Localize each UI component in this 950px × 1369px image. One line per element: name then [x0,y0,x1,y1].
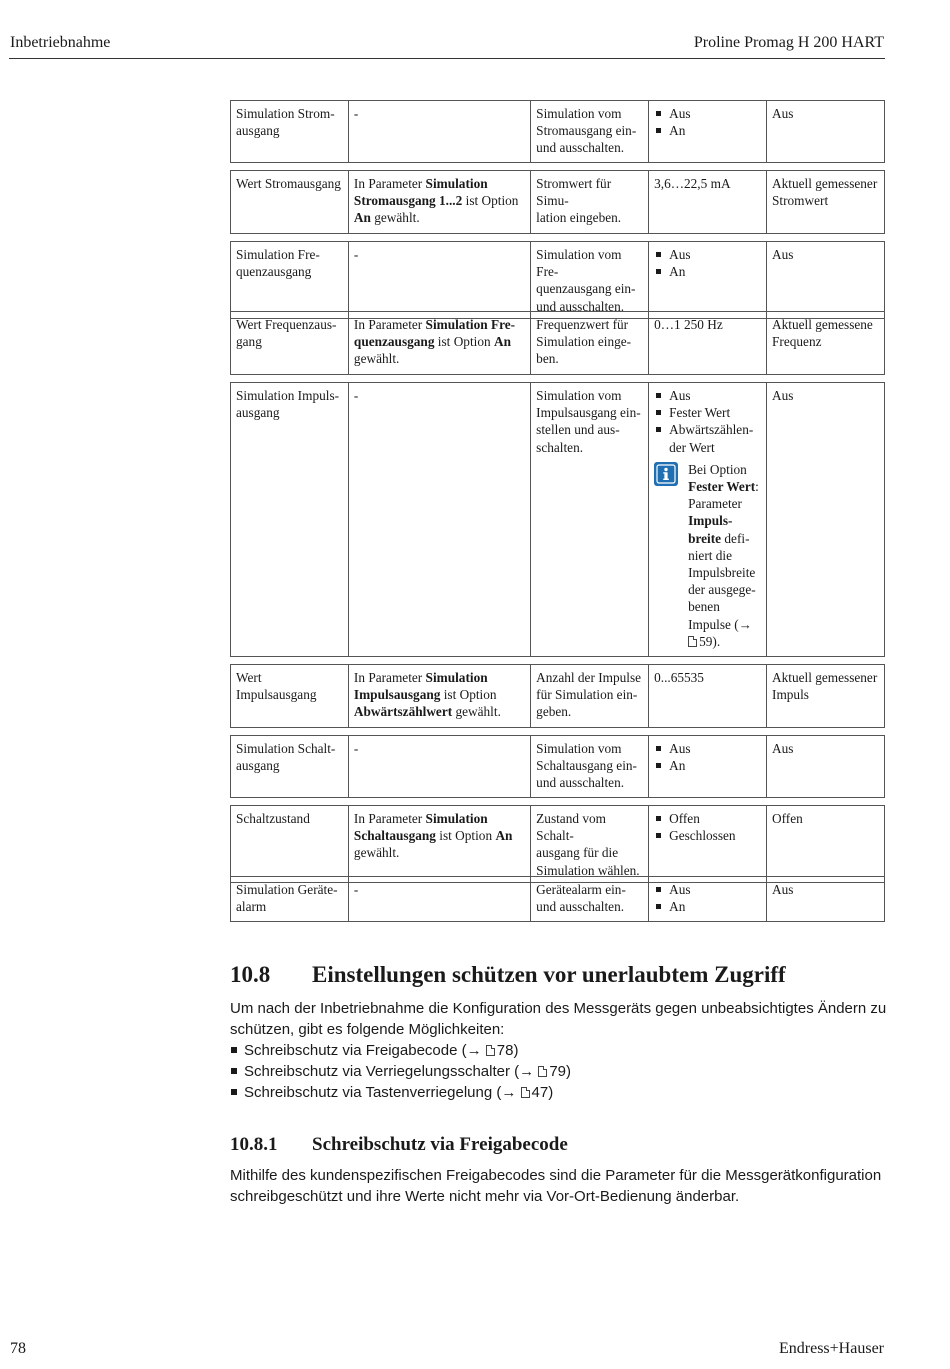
parameter-name-line: Simulation Schalt- [236,741,336,756]
parameter-name [231,806,349,883]
parameter-name-line: Simulation Fre- [236,247,320,262]
prerequisite-part: In Parameter [353,317,426,332]
description-line: Stromwert für Simu- [536,176,612,209]
parameter-row [231,736,885,798]
factory-setting [767,383,885,657]
parameter-row [231,383,885,657]
parameter-description [531,806,649,883]
factory-setting-line: Aktuell gemessener [772,670,878,685]
note-part-bold: Impuls-breite [688,513,733,546]
factory-setting-line: Aus [772,882,794,897]
parameter-prerequisite [348,101,530,163]
value-range: 0…1 250 Hz [654,317,723,332]
factory-setting [767,101,885,163]
description-line: ausgang für die [536,845,619,861]
description-line: lation eingeben. [536,210,622,226]
parameter-table [230,382,885,657]
parameter-name [231,877,349,922]
subsection-heading [230,1134,568,1156]
prerequisite-part: gewählt. [452,704,501,720]
prerequisite-part-bold: Simulation Stromausgang 1...2 [353,176,488,209]
description-line: schalten. [536,439,584,455]
option-item: Aus [654,246,762,263]
prerequisite-part: gewählt. [353,845,400,861]
parameter-table [230,876,885,922]
page-ref-number[interactable]: 79 [549,1063,566,1080]
description-line: Simulation vom [536,741,622,756]
option-item: Aus [654,740,762,757]
parameter-name [231,312,349,375]
description-line: Stromausgang ein- [536,123,637,139]
prerequisite-part-bold: An [495,828,513,844]
parameter-name-line: Wert Impulsausgang [236,670,317,703]
description-line: Simulation vom [536,106,622,121]
prerequisite-part: gewählt. [370,210,420,226]
parameter-description [531,736,649,798]
option-item: Aus [654,105,762,122]
footer-brand: Endress+Hauser [779,1340,884,1357]
protection-item-text: Schreibschutz via Tastenverriegelung (→ [244,1084,521,1101]
prerequisite-text: - [353,247,359,262]
description-line: Anzahl der Impulse [536,670,642,685]
parameter-name [231,736,349,798]
page-ref-icon [486,1045,495,1056]
protection-item [230,1040,895,1061]
page-ref-icon [521,1087,530,1098]
parameter-name-line: Schaltzustand [236,811,310,826]
option-item: Abwärtszählen-der Wert [654,421,762,455]
parameter-options [649,806,767,883]
section-title: Einstellungen schützen vor unerlaubtem Zugriff [312,962,786,987]
protection-item [230,1061,895,1082]
prerequisite-part: In Parameter [353,670,426,685]
parameter-prerequisite [348,665,530,728]
prerequisite-part: In Parameter [353,811,426,826]
page-number: 78 [10,1340,26,1357]
parameter-name-line: Wert Frequenzaus- [236,317,337,332]
factory-setting [767,242,885,319]
factory-setting-line: Aus [772,741,794,756]
parameter-name-line: Simulation Impuls- [236,388,340,403]
factory-setting-line: Stromwert [772,193,829,209]
description-line: Impulsausgang ein- [536,405,641,421]
protection-list [230,1040,895,1103]
parameter-prerequisite [348,171,530,234]
page-ref-number[interactable]: 47 [531,1084,549,1101]
value-range: 3,6…22,5 mA [654,176,731,191]
description-line: Schaltausgang ein- [536,758,637,774]
description-line: Simulation einge- [536,334,632,350]
description-line: Simulation wählen. [536,862,640,878]
description-line: Simulation vom [536,388,622,403]
factory-setting-line: Aus [772,247,794,262]
note-part: Bei Option [688,461,747,477]
prerequisite-text: - [353,741,359,756]
option-item: Aus [654,881,762,898]
page-ref-icon [538,1066,547,1077]
prerequisite-part-bold: Abwärtszählwert [353,704,453,720]
parameter-description [531,242,649,319]
page-ref-icon [688,636,697,647]
parameter-row [231,171,885,234]
parameter-table [230,805,885,883]
parameter-name-line: ausgang [236,405,280,421]
description-line: für Simulation ein- [536,687,638,703]
prerequisite-text: - [353,388,359,403]
parameter-options [649,736,767,798]
parameter-options [649,242,767,319]
subsection-text: Mithilfe des kundenspezifischen Freigabecodes sind die Parameter für die Messgerätkonfiguration schreibgeschützt und ihre Werte nicht mehr via Vor-Ort-Bedienung änderbar. [230,1167,882,1205]
parameter-name [231,101,349,163]
prerequisite-part: In Parameter [353,176,426,191]
description-line: und ausschalten. [536,775,625,791]
description-line: Frequenzwert für [536,317,629,332]
parameter-name-line: ausgang [236,123,280,139]
info-icon [654,462,678,486]
parameter-row [231,665,885,728]
parameter-description [531,877,649,922]
parameter-name-line: alarm [236,899,267,915]
option-item: Offen [654,810,762,827]
option-item: An [654,757,762,774]
factory-setting [767,736,885,798]
description-line: und ausschalten. [536,298,625,314]
factory-setting-line: Aktuell gemessene [772,317,873,332]
parameter-name-line: Simulation Geräte- [236,882,338,897]
factory-setting [767,806,885,883]
description-line: Simulation vom Fre- [536,247,622,280]
prerequisite-part-bold: Simulation Impulsausgang [353,670,488,703]
parameter-prerequisite [348,736,530,798]
protection-item-end: ) [566,1063,571,1080]
header-rule [9,58,885,59]
option-list [654,881,762,915]
parameter-table [230,241,885,319]
option-list [654,246,762,280]
parameter-row [231,877,885,922]
protection-item [230,1082,895,1103]
parameter-options [649,312,767,375]
parameter-row [231,101,885,163]
option-item: An [654,898,762,915]
option-item: Fester Wert [654,404,762,421]
parameter-name-line: gang [236,334,262,350]
parameter-prerequisite [348,312,530,375]
parameter-description [531,312,649,375]
option-list [654,387,762,456]
parameter-table [230,311,885,375]
prerequisite-part-bold: An [493,334,511,350]
factory-setting-line: Offen [772,811,803,826]
description-line: Gerätealarm ein- [536,882,626,897]
factory-setting-line: Frequenz [772,334,822,350]
prerequisite-part: ist Option [440,687,497,703]
option-item: Aus [654,387,762,404]
note-part-bold: Fester Wert [688,479,756,495]
description-line: stellen und aus- [536,422,620,438]
note-part: defi-niert die Impulsbreite der ausgege-benen Impulse (→ [688,530,756,632]
page-ref-number[interactable]: 59 [699,633,713,649]
factory-setting [767,171,885,234]
factory-setting-line: Aktuell gemessener [772,176,878,191]
prerequisite-part: ist Option [462,193,519,209]
subsection-number: 10.8.1 [230,1134,278,1155]
parameter-prerequisite [348,242,530,319]
parameter-description [531,101,649,163]
prerequisite-part-bold: An [353,210,371,226]
description-line: geben. [536,704,572,720]
parameter-prerequisite [348,383,530,657]
parameter-prerequisite [348,877,530,922]
protection-item-end: ) [548,1084,554,1101]
option-item: An [654,122,762,139]
factory-setting-line: Aus [772,106,794,121]
parameter-name [231,171,349,234]
description-line: ben. [536,351,559,367]
factory-setting [767,877,885,922]
option-list [654,105,762,139]
parameter-options [649,171,767,234]
subsection-title: Schreibschutz via Freigabecode [312,1134,568,1155]
description-line: Zustand vom Schalt- [536,811,606,844]
prerequisite-text: - [353,106,359,121]
option-list [654,740,762,774]
parameter-description [531,171,649,234]
prerequisite-part-bold: Simulation Fre-quenzausgang [353,317,516,350]
description-line: und ausschalten. [536,899,625,915]
parameter-name [231,665,349,728]
parameter-name [231,242,349,319]
header-chapter: Inbetriebnahme [10,34,111,51]
parameter-options [649,877,767,922]
option-item: Geschlossen [654,827,762,844]
parameter-table [230,664,885,728]
factory-setting-line: Impuls [772,687,809,703]
prerequisite-part-bold: Simulation Schaltausgang [353,811,488,844]
section-body [230,998,895,1103]
section-heading [230,962,786,988]
note-part: ). [712,633,721,649]
parameter-options [649,101,767,163]
parameter-table [230,100,885,163]
page-ref-number[interactable]: 78 [496,1042,514,1059]
protection-item-end: ) [513,1042,519,1059]
header-product: Proline Promag H 200 HART [693,34,884,51]
parameter-prerequisite [348,806,530,883]
factory-setting [767,665,885,728]
section-number: 10.8 [230,962,271,987]
description-line: quenzausgang ein- [536,281,636,297]
prerequisite-part: gewählt. [353,351,400,367]
parameter-table [230,735,885,798]
prerequisite-part: ist Option [434,334,494,350]
parameter-options [649,665,767,728]
factory-setting-line: Aus [772,388,794,403]
option-item: An [654,263,762,280]
parameter-row [231,242,885,319]
protection-item-text: Schreibschutz via Verriegelungsschalter (→ [244,1063,539,1080]
protection-item-text: Schreibschutz via Freigabecode (→ [244,1042,486,1059]
parameter-name-line: ausgang [236,758,280,774]
parameter-row [231,312,885,375]
parameter-table [230,170,885,234]
info-note [654,461,762,650]
parameter-description [531,383,649,657]
prerequisite-text: - [353,882,359,897]
option-list [654,810,762,844]
factory-setting [767,312,885,375]
parameter-name-line: quenzausgang [236,264,312,280]
parameter-name [231,383,349,657]
parameter-description [531,665,649,728]
value-range: 0...65535 [654,670,704,685]
parameter-name-line: Simulation Strom- [236,106,335,121]
note-part: : Parameter [688,479,759,512]
description-line: und ausschalten. [536,140,625,156]
parameter-options [649,383,767,657]
parameter-name-line: Wert Stromausgang [236,176,341,191]
prerequisite-part: ist Option [435,828,496,844]
parameter-row [231,806,885,883]
section-intro: Um nach der Inbetriebnahme die Konfiguration des Messgeräts gegen unbeabsichtigtes Ändern zu schützen, gibt es folgende Möglichkeiten: [230,1000,887,1038]
info-note-text [688,461,762,650]
